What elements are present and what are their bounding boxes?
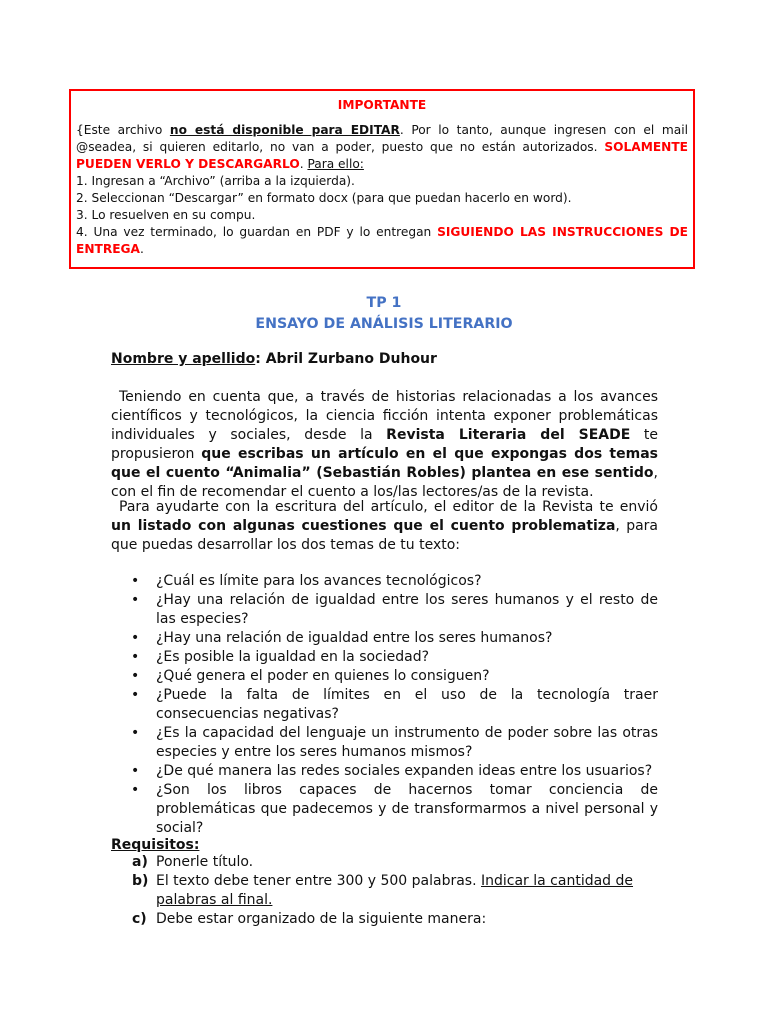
bullet-icon: • bbox=[131, 573, 140, 589]
question-text: ¿Puede la falta de límites en el uso de la tecnología traer consecuencias negativas? bbox=[156, 687, 658, 722]
list-item bbox=[111, 648, 658, 667]
list-item bbox=[111, 667, 658, 686]
bullet-icon: • bbox=[131, 630, 140, 646]
question-text: ¿Hay una relación de igualdad entre los seres humanos? bbox=[156, 630, 553, 646]
question-text: ¿Es la capacidad del lenguaje un instrumento de poder sobre las otras especies y entre los seres humanos mismos? bbox=[156, 725, 658, 760]
assignment-task: que escribas un artículo en el que expongas dos temas que el cuento “Animalia” (Sebastián Robles) plantea en ese sentido bbox=[111, 446, 658, 481]
student-name-line bbox=[111, 349, 437, 369]
list-item bbox=[111, 629, 658, 648]
requirement-text: Ponerle título. bbox=[156, 854, 254, 870]
notice-step-text: . bbox=[139, 242, 144, 256]
list-item bbox=[111, 853, 658, 872]
list-item bbox=[111, 781, 658, 838]
notice-paragraph bbox=[76, 122, 688, 173]
list-item bbox=[111, 686, 658, 724]
bullet-icon: • bbox=[131, 649, 140, 665]
bullet-icon: • bbox=[131, 782, 140, 798]
help-paragraph bbox=[111, 498, 658, 555]
question-text: ¿Son los libros capaces de hacernos tomar conciencia de problemáticas que padecemos y de transformarmos a nivel personal y social? bbox=[156, 782, 658, 836]
list-mention: un listado con algunas cuestiones que el cuento problematiza bbox=[111, 518, 616, 534]
requirement-letter: c) bbox=[132, 911, 147, 927]
notice-step-text: 4. Una vez terminado, lo guardan en PDF y lo entregan bbox=[76, 225, 438, 239]
requirement-underlined: Indicar la cantidad de palabras al final. bbox=[156, 873, 634, 908]
paragraph-text: , con el fin de recomendar el cuento a los/las lectores/as de la revista. bbox=[111, 465, 658, 500]
notice-text: . Por lo tanto, aunque ingresen con el mail @seadea, si quieren editarlo, no van a poder, puesto que no están autorizados. bbox=[76, 123, 688, 154]
question-text: ¿Es posible la igualdad en la sociedad? bbox=[156, 649, 430, 665]
intro-paragraph bbox=[111, 388, 658, 502]
requirements-heading: Requisitos: bbox=[111, 837, 200, 853]
magazine-name: Revista Literaria del SEADE bbox=[386, 427, 631, 443]
bullet-icon: • bbox=[131, 725, 140, 741]
list-item bbox=[111, 724, 658, 762]
list-item bbox=[111, 872, 658, 910]
paragraph-text: te propusieron bbox=[111, 427, 659, 462]
question-text: ¿Hay una relación de igualdad entre los seres humanos y el resto de las especies? bbox=[156, 592, 658, 627]
notice-step: 1. Ingresan a “Archivo” (arriba a la izquierda). bbox=[76, 174, 355, 188]
important-notice-box bbox=[69, 89, 695, 269]
notice-title: IMPORTANTE bbox=[337, 98, 427, 112]
notice-not-editable: no está disponible para EDITAR bbox=[169, 123, 400, 137]
bullet-icon: • bbox=[131, 687, 140, 703]
document-title-line1: TP 1 bbox=[366, 295, 402, 311]
requirement-text: El texto debe tener entre 300 y 500 palabras. bbox=[156, 873, 481, 889]
notice-delivery-instructions: SIGUIENDO LAS INSTRUCCIONES DE ENTREGA bbox=[76, 225, 689, 256]
requirements-list bbox=[111, 853, 658, 929]
question-text: ¿Qué genera el poder en quienes lo consiguen? bbox=[156, 668, 490, 684]
list-item bbox=[111, 591, 658, 629]
bullet-icon: • bbox=[131, 668, 140, 684]
bullet-icon: • bbox=[131, 592, 140, 608]
name-separator: : bbox=[255, 351, 266, 367]
question-text: ¿Cuál es límite para los avances tecnológicos? bbox=[156, 573, 482, 589]
bullet-icon: • bbox=[131, 763, 140, 779]
notice-step: 2. Seleccionan “Descargar” en formato docx (para que puedan hacerlo en word). bbox=[76, 191, 572, 205]
name-value: Abril Zurbano Duhour bbox=[265, 351, 437, 367]
requirement-letter: a) bbox=[132, 854, 148, 870]
notice-text: {Este archivo bbox=[76, 123, 170, 137]
notice-text: . bbox=[299, 157, 308, 171]
notice-step bbox=[76, 224, 688, 258]
list-item bbox=[111, 910, 658, 929]
notice-only-download: SOLAMENTE PUEDEN VERLO Y DESCARGARLO bbox=[76, 140, 688, 171]
requirement-letter: b) bbox=[132, 873, 149, 889]
notice-step: 3. Lo resuelven en su compu. bbox=[76, 208, 256, 222]
questions-list bbox=[111, 572, 658, 838]
list-item bbox=[111, 762, 658, 781]
document-title-line2: ENSAYO DE ANÁLISIS LITERARIO bbox=[255, 316, 513, 332]
list-item bbox=[111, 572, 658, 591]
paragraph-text: Para ayudarte con la escritura del artículo, el editor de la Revista te envió bbox=[119, 499, 658, 515]
paragraph-text: , para que puedas desarrollar los dos temas de tu texto: bbox=[111, 518, 659, 553]
question-text: ¿De qué manera las redes sociales expanden ideas entre los usuarios? bbox=[156, 763, 653, 779]
notice-steps-intro: Para ello: bbox=[307, 157, 364, 171]
requirement-text: Debe estar organizado de la siguiente manera: bbox=[156, 911, 487, 927]
paragraph-text: Teniendo en cuenta que, a través de historias relacionadas a los avances científicos y tecnológicos, la ciencia ficción intenta exponer problemáticas individuales y sociales, desde la bbox=[111, 389, 658, 443]
name-label: Nombre y apellido bbox=[111, 351, 256, 367]
